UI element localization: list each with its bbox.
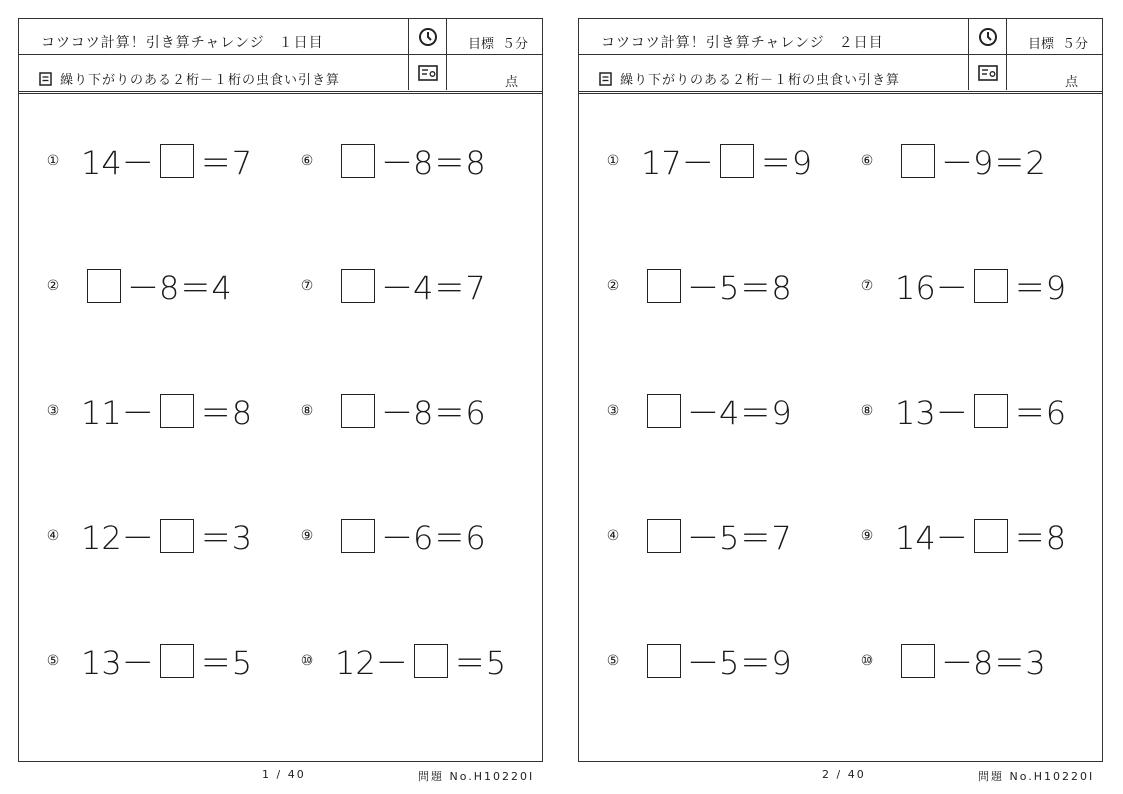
problem-number-badge: ⑨ xyxy=(300,528,314,544)
equation-result: ＝8 xyxy=(199,394,253,432)
problem-number-badge: ③ xyxy=(46,403,60,419)
answer-box[interactable] xyxy=(341,394,375,428)
day-label: １日目 xyxy=(278,35,324,51)
answer-box[interactable] xyxy=(974,519,1008,553)
day-label: ２日目 xyxy=(838,35,884,51)
worksheet-page-1 xyxy=(18,18,543,762)
problem-item xyxy=(299,641,506,681)
problem-item xyxy=(45,391,252,431)
worksheet-header xyxy=(579,19,1102,94)
equation-rest: －5＝9 xyxy=(687,644,792,682)
problem-number-badge: ⑤ xyxy=(606,653,620,669)
problem-item xyxy=(299,391,486,431)
equation-minuend: 13－ xyxy=(895,394,968,432)
equation-rest: －8＝4 xyxy=(127,269,232,307)
answer-box[interactable] xyxy=(647,519,681,553)
answer-box[interactable] xyxy=(87,269,121,303)
equation-minuend: 13－ xyxy=(81,644,154,682)
problem-item xyxy=(605,141,812,181)
equation-result: ＝3 xyxy=(199,519,253,557)
problem-item xyxy=(605,266,792,306)
equation-rest: －5＝8 xyxy=(687,269,792,307)
equation-rest: －8＝6 xyxy=(381,394,486,432)
clock-icon xyxy=(418,27,438,47)
problem-list xyxy=(19,91,542,761)
problem-number-badge: ⑩ xyxy=(860,653,874,669)
answer-box[interactable] xyxy=(901,644,935,678)
worksheet-title: コツコツ計算！引き算チャレンジ １日目 xyxy=(41,35,324,51)
problem-number: 問題 No.H10220I xyxy=(418,770,535,783)
target-time: 目標 ５分 xyxy=(467,37,528,52)
answer-box[interactable] xyxy=(974,394,1008,428)
problem-item xyxy=(859,266,1066,306)
problem-number-badge: ① xyxy=(606,153,620,169)
equation-result: ＝5 xyxy=(453,644,507,682)
answer-box[interactable] xyxy=(414,644,448,678)
problem-item xyxy=(45,516,252,556)
problem-number-badge: ④ xyxy=(606,528,620,544)
problem-number-badge: ② xyxy=(606,278,620,294)
problem-item xyxy=(299,141,486,181)
problem-number-badge: ⑥ xyxy=(300,153,314,169)
equation-minuend: 16－ xyxy=(895,269,968,307)
problem-item xyxy=(605,641,792,681)
answer-box[interactable] xyxy=(341,269,375,303)
answer-box[interactable] xyxy=(160,519,194,553)
score-card-icon xyxy=(418,65,438,81)
score-label: 点 xyxy=(1064,75,1078,90)
answer-box[interactable] xyxy=(160,644,194,678)
answer-box[interactable] xyxy=(901,144,935,178)
answer-box[interactable] xyxy=(647,269,681,303)
equation-minuend: 14－ xyxy=(895,519,968,557)
problem-item xyxy=(45,641,252,681)
equation-result: ＝8 xyxy=(1013,519,1067,557)
answer-box[interactable] xyxy=(341,519,375,553)
equation-rest: －8＝3 xyxy=(941,644,1046,682)
problem-number-badge: ⑤ xyxy=(46,653,60,669)
equation-minuend: 17－ xyxy=(641,144,714,182)
equation-minuend: 12－ xyxy=(335,644,408,682)
document-icon xyxy=(39,72,52,86)
problem-item xyxy=(605,516,792,556)
problem-item xyxy=(859,141,1046,181)
equation-rest: －8＝8 xyxy=(381,144,486,182)
answer-box[interactable] xyxy=(647,644,681,678)
problem-number-badge: ⑨ xyxy=(860,528,874,544)
score-card-icon xyxy=(978,65,998,81)
equation-rest: －6＝6 xyxy=(381,519,486,557)
page-number: 1 / 40 xyxy=(262,768,306,781)
equation-result: ＝9 xyxy=(759,144,813,182)
worksheet-title: コツコツ計算！引き算チャレンジ ２日目 xyxy=(601,35,884,51)
answer-box[interactable] xyxy=(341,144,375,178)
problem-item xyxy=(45,141,252,181)
problem-number-badge: ⑩ xyxy=(300,653,314,669)
problem-number-badge: ④ xyxy=(46,528,60,544)
answer-box[interactable] xyxy=(974,269,1008,303)
answer-box[interactable] xyxy=(720,144,754,178)
equation-result: ＝5 xyxy=(199,644,253,682)
problem-item xyxy=(859,641,1046,681)
answer-box[interactable] xyxy=(160,394,194,428)
page-number: 2 / 40 xyxy=(822,768,866,781)
target-time: 目標 ５分 xyxy=(1027,37,1088,52)
problem-number-badge: ② xyxy=(46,278,60,294)
problem-item xyxy=(45,266,232,306)
equation-result: ＝7 xyxy=(199,144,253,182)
problem-item xyxy=(859,516,1066,556)
equation-minuend: 14－ xyxy=(81,144,154,182)
equation-rest: －4＝9 xyxy=(687,394,792,432)
problem-item xyxy=(859,391,1066,431)
problem-number-badge: ⑧ xyxy=(300,403,314,419)
problem-list xyxy=(579,91,1102,761)
worksheet-subtitle: 繰り下がりのある２桁－１桁の虫食い引き算 xyxy=(39,69,340,88)
equation-rest: －4＝7 xyxy=(381,269,486,307)
score-label: 点 xyxy=(504,75,518,90)
answer-box[interactable] xyxy=(647,394,681,428)
problem-number: 問題 No.H10220I xyxy=(978,770,1095,783)
problem-number-badge: ① xyxy=(46,153,60,169)
equation-result: ＝6 xyxy=(1013,394,1067,432)
document-icon xyxy=(599,72,612,86)
problem-number-badge: ⑦ xyxy=(300,278,314,294)
problem-number-badge: ⑧ xyxy=(860,403,874,419)
problem-item xyxy=(299,516,486,556)
problem-item xyxy=(605,391,792,431)
problem-item xyxy=(299,266,486,306)
problem-number-badge: ⑦ xyxy=(860,278,874,294)
clock-icon xyxy=(978,27,998,47)
worksheet-subtitle: 繰り下がりのある２桁－１桁の虫食い引き算 xyxy=(599,69,900,88)
equation-minuend: 11－ xyxy=(81,394,154,432)
equation-minuend: 12－ xyxy=(81,519,154,557)
worksheet-header xyxy=(19,19,542,94)
equation-rest: －9＝2 xyxy=(941,144,1046,182)
worksheet-page-2 xyxy=(578,18,1103,762)
answer-box[interactable] xyxy=(160,144,194,178)
equation-rest: －5＝7 xyxy=(687,519,792,557)
problem-number-badge: ⑥ xyxy=(860,153,874,169)
problem-number-badge: ③ xyxy=(606,403,620,419)
equation-result: ＝9 xyxy=(1013,269,1067,307)
